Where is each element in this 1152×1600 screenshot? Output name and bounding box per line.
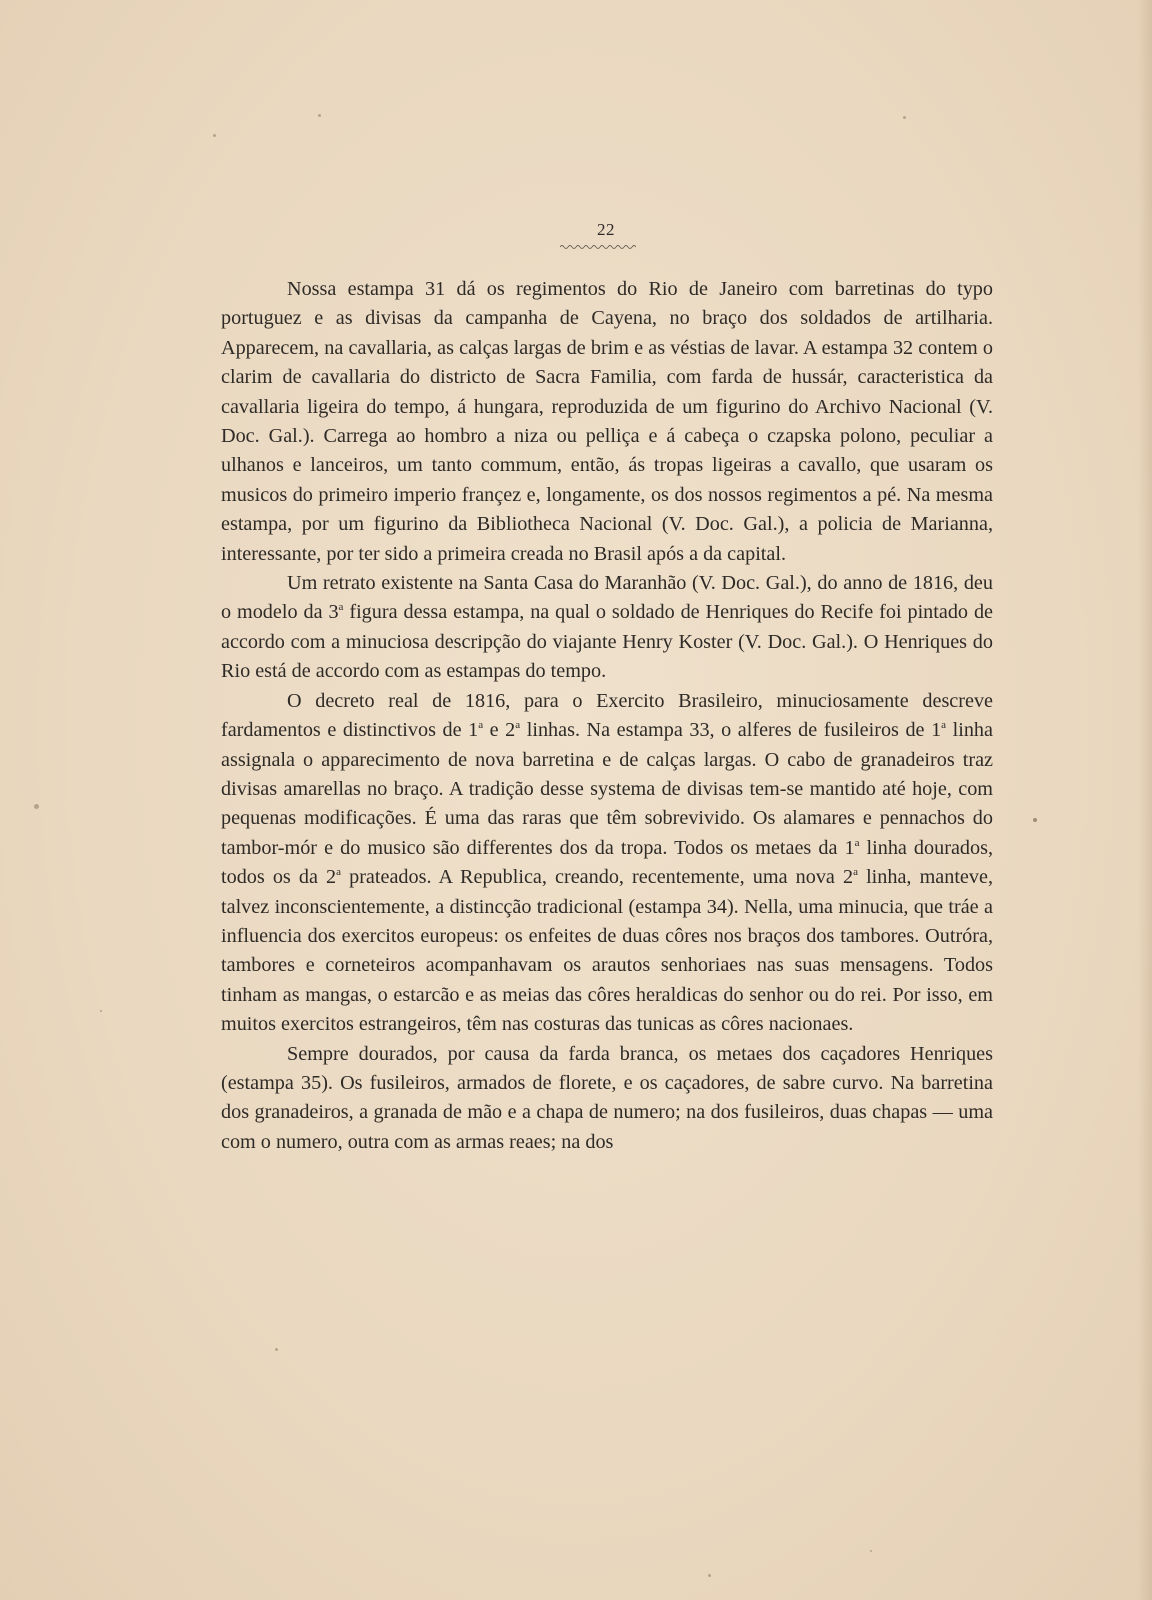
ordinal-superscript: a bbox=[941, 719, 947, 732]
text-run: Sempre dourados, por causa da farda branca, os metaes dos caçadores Henriques (estampa 35). Os fusileiros, armados de florete, e os caçadores, de sabre curvo. Na barretina dos granadeiros, a granada de mão e a chapa de numero; na dos fusileiros, duas chapas — uma com o numero, outra com as armas reaes; na dos bbox=[221, 1042, 993, 1153]
text-run: linhas. Na estampa 33, o alferes de fusileiros de 1 bbox=[520, 719, 942, 742]
paper-speck bbox=[1033, 818, 1037, 822]
ordinal-superscript: a bbox=[478, 719, 484, 732]
ordinal-superscript: a bbox=[515, 719, 521, 732]
text-run: e 2 bbox=[483, 719, 516, 742]
page-number: 22 bbox=[597, 220, 615, 239]
text-run: linha, manteve, talvez inconscientemente, a distincção tradicional (estampa 34). Nella, uma minucia, que tráe a influencia dos exercitos europeus: os enfeites de duas côres nos braços dos tambores. Outróra, tambores e corneteiros acompanhavam os arautos senhoriaes nas suas mensagens. Todos tinham as mangas, o estarcão e as meias das côres heraldicas do senhor ou do rei. Por isso, em muitos exercitos estrangeiros, têm nas costuras das tunicas as côres nacionaes. bbox=[221, 866, 993, 1036]
paper-speck bbox=[870, 1550, 872, 1552]
ordinal-superscript: a bbox=[338, 601, 344, 614]
ordinal-superscript: a bbox=[853, 866, 858, 879]
text-run: linha assignala o apparecimento de nova barretina e de calças largas. O cabo de granadeiros traz divisas amarellas no braço. A tradição desse systema de divisas tem-se mantido até hoje, com pequenas modificações. É uma das raras que têm sobrevivido. Os alamares e pennachos do tambor-mór e do musico são differentes dos da tropa. Todos os metaes da 1 bbox=[221, 719, 993, 859]
text-run: prateados. A Republica, creando, recentemente, uma nova 2 bbox=[341, 866, 854, 889]
wavy-rule-ornament bbox=[560, 244, 636, 250]
paper-speck bbox=[318, 114, 321, 117]
paper-speck bbox=[275, 1348, 278, 1351]
paragraph bbox=[221, 275, 993, 569]
text-run: Nossa estampa 31 dá os regimentos do Rio de Janeiro com barretinas do typo portuguez e as divisas da campanha de Cayena, no braço dos soldados de artilharia. Apparecem, na cavallaria, as calças largas de brim e as véstias de lavar. A estampa 32 contem o clarim de cavallaria do districto de Sacra Familia, com farda de hussár, caracteristica da cavallaria ligeira do tempo, á hungara, reproduzida de um figurino do Archivo Nacional (V. Doc. Gal.). Carrega ao hombro a niza ou pelliça e á cabeça o czapska polono, peculiar a ulhanos e lanceiros, um tanto commum, então, ás tropas ligeiras a cavallo, que usaram os musicos do primeiro imperio françez e, longamente, os dos nossos regimentos a pé. Na mesma estampa, por um figurino da Bibliotheca Nacional (V. Doc. Gal.), a policia de Marianna, interessante, por ter sido a primeira creada no Brasil após a da capital. bbox=[221, 278, 993, 565]
paper-speck bbox=[213, 134, 216, 137]
paragraph bbox=[221, 569, 993, 687]
paragraph bbox=[221, 1040, 993, 1158]
text-run: Um retrato existente na Santa Casa do Maranhão (V. Doc. Gal.), do anno de 1816, deu o modelo da 3 bbox=[221, 572, 993, 624]
paper-speck bbox=[34, 804, 39, 809]
paragraph bbox=[221, 687, 993, 1040]
text-run: linha dourados, todos os da 2 bbox=[221, 836, 993, 889]
paper-speck bbox=[708, 1574, 711, 1577]
ordinal-superscript: a bbox=[336, 866, 342, 879]
paper-speck bbox=[100, 1010, 102, 1012]
ordinal-superscript: a bbox=[854, 836, 860, 849]
paper-speck bbox=[903, 116, 906, 119]
text-run: figura dessa estampa, na qual o soldado de Henriques do Recife foi pintado de accordo com a minuciosa descripção do viajante Henry Koster (V. Doc. Gal.). O Henriques do Rio está de accordo com as estampas do tempo. bbox=[221, 601, 993, 683]
text-run: O decreto real de 1816, para o Exercito Brasileiro, minuciosamente descreve fardamentos e distinctivos de 1 bbox=[221, 689, 993, 742]
body-text bbox=[221, 275, 993, 1157]
page-edge-shadow bbox=[1138, 0, 1152, 1600]
